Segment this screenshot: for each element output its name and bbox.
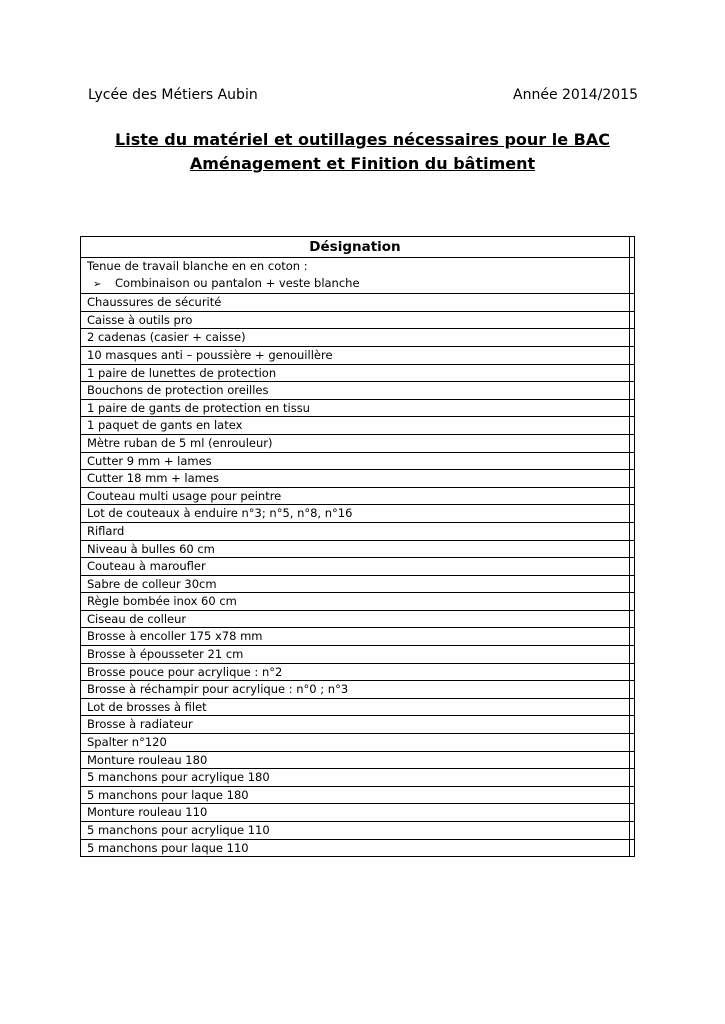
check-cell [630,734,635,752]
item-cell: 2 cadenas (casier + caisse) [81,329,630,347]
item-cell: Brosse à épousseter 21 cm [81,646,630,664]
item-cell: Couteau multi usage pour peintre [81,487,630,505]
item-cell: Caisse à outils pro [81,311,630,329]
table-row [81,593,635,611]
table-row [81,540,635,558]
item-cell: Riflard [81,522,630,540]
document-header [88,87,638,103]
item-cell: Bouchons de protection oreilles [81,382,630,400]
item-cell: Lot de brosses à filet [81,698,630,716]
check-cell [630,399,635,417]
arrow-bullet-icon: ➢ [93,278,102,290]
item-cell: Chaussures de sécurité [81,294,630,312]
equipment-table [80,236,635,857]
table-row [81,505,635,523]
item-cell: 5 manchons pour laque 180 [81,786,630,804]
check-cell [630,540,635,558]
table-row [81,294,635,312]
table-row [81,434,635,452]
check-cell [630,311,635,329]
check-cell [630,434,635,452]
item-cell: 5 manchons pour laque 110 [81,839,630,857]
check-cell [630,346,635,364]
check-cell [630,822,635,840]
item-cell: 5 manchons pour acrylique 110 [81,822,630,840]
table-row [81,364,635,382]
item-cell: 1 paire de lunettes de protection [81,364,630,382]
table-row [81,487,635,505]
item-cell: Règle bombée inox 60 cm [81,593,630,611]
table-row [81,258,635,294]
table-row [81,558,635,576]
check-cell [630,294,635,312]
item-label: Tenue de travail blanche en en coton : [87,259,308,273]
item-cell: Niveau à bulles 60 cm [81,540,630,558]
table-row [81,681,635,699]
item-cell: Brosse à réchampir pour acrylique : n°0 ; n°3 [81,681,630,699]
table-body [81,258,635,857]
check-cell [630,751,635,769]
table-row [81,804,635,822]
check-cell [630,698,635,716]
table-row [81,769,635,787]
check-cell [630,505,635,523]
document-title [60,128,665,176]
check-cell [630,522,635,540]
table-row [81,329,635,347]
check-cell [630,786,635,804]
title-line-2: Aménagement et Finition du bâtiment [189,154,536,173]
table-row [81,346,635,364]
check-cell [630,382,635,400]
item-cell: Ciseau de colleur [81,610,630,628]
table-row [81,452,635,470]
item-cell: 1 paquet de gants en latex [81,417,630,435]
table-header-row [81,237,635,258]
check-cell [630,452,635,470]
title-line-1: Liste du matériel et outillages nécessaires pour le BAC [115,130,610,149]
table-row [81,751,635,769]
item-cell: Cutter 18 mm + lames [81,470,630,488]
table-row [81,382,635,400]
check-cell [630,769,635,787]
table-row [81,716,635,734]
item-cell: Sabre de colleur 30cm [81,575,630,593]
check-cell [630,487,635,505]
designation-header: Désignation [81,237,630,258]
check-cell [630,646,635,664]
check-cell [630,329,635,347]
table-row [81,734,635,752]
item-cell: Mètre ruban de 5 ml (enrouleur) [81,434,630,452]
item-cell: 10 masques anti – poussière + genouillère [81,346,630,364]
table-row [81,610,635,628]
item-cell: 1 paire de gants de protection en tissu [81,399,630,417]
sub-item-label: Combinaison ou pantalon + veste blanche [115,275,360,290]
table-row [81,786,635,804]
check-cell [630,593,635,611]
check-cell [630,804,635,822]
table-row [81,311,635,329]
check-cell [630,364,635,382]
table-row [81,417,635,435]
table-cell [81,258,630,294]
item-cell: Spalter n°120 [81,734,630,752]
check-cell [630,258,635,294]
item-cell: Monture rouleau 110 [81,804,630,822]
check-cell [630,610,635,628]
table-row [81,698,635,716]
table-row [81,822,635,840]
table-row [81,522,635,540]
table-row [81,399,635,417]
school-name: Lycée des Métiers Aubin [88,87,258,103]
table-row [81,663,635,681]
item-cell: Brosse à encoller 175 x78 mm [81,628,630,646]
check-cell [630,663,635,681]
check-cell [630,716,635,734]
item-cell: Lot de couteaux à enduire n°3; n°5, n°8, n°16 [81,505,630,523]
table-row [81,575,635,593]
check-cell [630,470,635,488]
check-cell [630,681,635,699]
table-row [81,646,635,664]
table-row [81,470,635,488]
item-cell: Monture rouleau 180 [81,751,630,769]
check-column-header [630,237,635,258]
table-row [81,839,635,857]
table-row [81,628,635,646]
school-year: Année 2014/2015 [513,87,638,103]
item-cell: Brosse pouce pour acrylique : n°2 [81,663,630,681]
item-cell: Couteau à maroufler [81,558,630,576]
item-cell: Brosse à radiateur [81,716,630,734]
check-cell [630,575,635,593]
check-cell [630,558,635,576]
item-cell: Cutter 9 mm + lames [81,452,630,470]
sub-item [87,275,623,294]
check-cell [630,839,635,857]
check-cell [630,628,635,646]
check-cell [630,417,635,435]
item-cell: 5 manchons pour acrylique 180 [81,769,630,787]
